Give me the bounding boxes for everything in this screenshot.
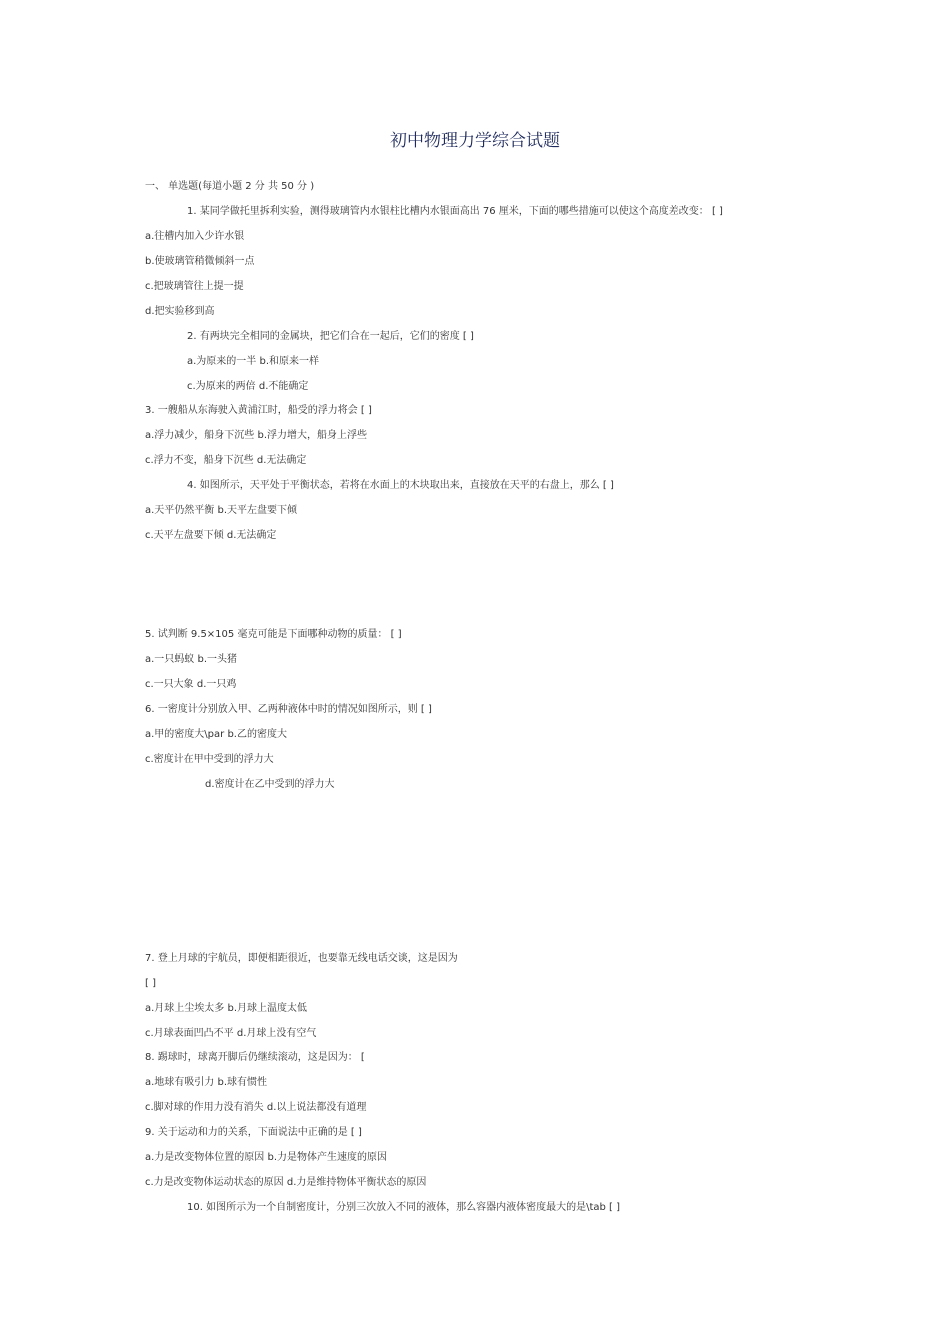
option-line: a.月球上尘埃太多 b.月球上温度太低 bbox=[145, 1003, 308, 1014]
question-7: 7. 登上月球的宇航员，即便相距很近，也要靠无线电话交谈，这是因为 bbox=[145, 953, 458, 964]
question-6: 6. 一密度计分别放入甲、乙两种液体中时的情况如图所示，则 [ ] bbox=[145, 704, 432, 715]
option-line: a.一只蚂蚁 b.一头猪 bbox=[145, 654, 238, 665]
question-1: 1. 某同学做托里拆利实验，测得玻璃管内水银柱比槽内水银面高出 76 厘米，下面的哪些措施可以使这个高度差改变： [ ] bbox=[187, 206, 723, 217]
question-2: 2. 有两块完全相同的金属块，把它们合在一起后，它们的密度 [ ] bbox=[187, 331, 474, 342]
option-line: c.一只大象 d.一只鸡 bbox=[145, 679, 237, 690]
option-line: a.往槽内加入少许水银 bbox=[145, 231, 245, 242]
page-title: 初中物理力学综合试题 bbox=[390, 131, 560, 151]
question-4: 4. 如图所示，天平处于平衡状态，若将在水面上的木块取出来，直接放在天平的右盘上，那么 [ ] bbox=[187, 480, 614, 491]
option-line: a.天平仍然平衡 b.天平左盘要下倾 bbox=[145, 505, 298, 516]
option-line: c.为原来的两倍 d.不能确定 bbox=[187, 381, 309, 392]
option-line: a.地球有吸引力 b.球有惯性 bbox=[145, 1077, 268, 1088]
option-line: c.浮力不变，船身下沉些 d.无法确定 bbox=[145, 455, 307, 466]
option-line: c.月球表面凹凸不平 d.月球上没有空气 bbox=[145, 1028, 317, 1039]
option-line: c.力是改变物体运动状态的原因 d.力是维持物体平衡状态的原因 bbox=[145, 1177, 427, 1188]
option-line: a.为原来的一半 b.和原来一样 bbox=[187, 356, 320, 367]
question-5: 5. 试判断 9.5×105 毫克可能是下面哪种动物的质量： [ ] bbox=[145, 629, 402, 640]
question-10: 10. 如图所示为一个自制密度计，分别三次放入不同的液体，那么容器内液体密度最大的是\tab [ ] bbox=[187, 1202, 621, 1213]
option-line: c.把玻璃管往上提一提 bbox=[145, 281, 244, 292]
section-heading: 一、 单选题(每道小题 2 分 共 50 分 ) bbox=[145, 181, 315, 192]
option-line: d.把实验移到高 bbox=[145, 306, 215, 317]
question-9: 9. 关于运动和力的关系，下面说法中正确的是 [ ] bbox=[145, 1127, 362, 1138]
option-line: b.使玻璃管稍微倾斜一点 bbox=[145, 256, 255, 267]
option-line: c.天平左盘要下倾 d.无法确定 bbox=[145, 530, 277, 541]
option-line: a.力是改变物体位置的原因 b.力是物体产生速度的原因 bbox=[145, 1152, 388, 1163]
option-line: c.密度计在甲中受到的浮力大 bbox=[145, 754, 274, 765]
answer-bracket: [ ] bbox=[145, 978, 156, 989]
option-line: c.脚对球的作用力没有消失 d.以上说法都没有道理 bbox=[145, 1102, 367, 1113]
question-8: 8. 踢球时，球离开脚后仍继续滚动，这是因为： [ bbox=[145, 1052, 365, 1063]
option-line: a.甲的密度大\par b.乙的密度大 bbox=[145, 729, 287, 740]
option-line: a.浮力减少，船身下沉些 b.浮力增大，船身上浮些 bbox=[145, 430, 368, 441]
option-line: d.密度计在乙中受到的浮力大 bbox=[205, 779, 335, 790]
question-3: 3. 一艘船从东海驶入黄浦江时，船受的浮力将会 [ ] bbox=[145, 405, 372, 416]
